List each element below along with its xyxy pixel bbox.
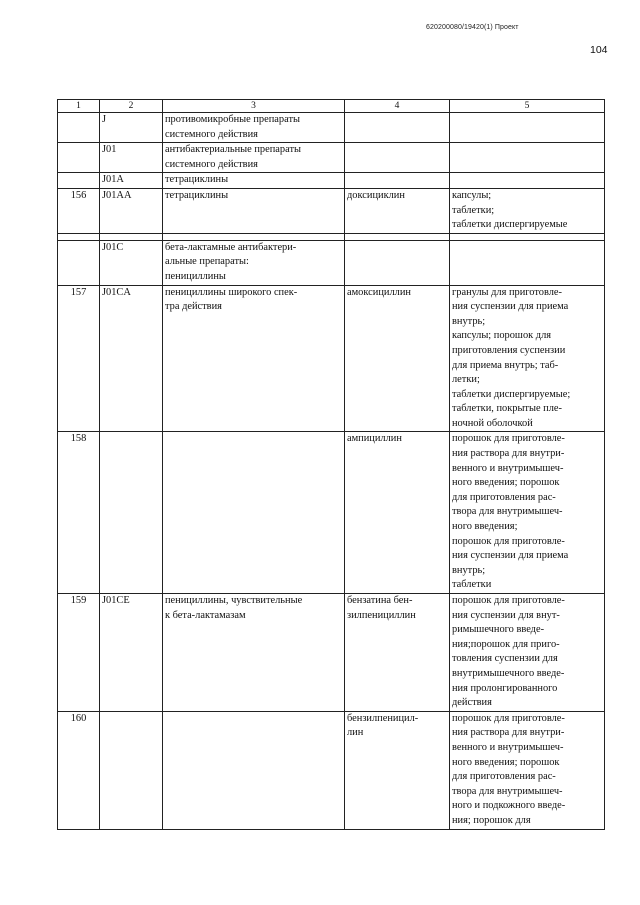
atc-code [100, 233, 163, 240]
pharmacological-group: антибактериальные препараты системного действия [163, 143, 345, 173]
pharmacological-group [163, 233, 345, 240]
row-number: 158 [58, 432, 100, 594]
row-number [58, 233, 100, 240]
pharmacological-group: тетрациклины [163, 188, 345, 233]
substance-name: доксициклин [345, 188, 450, 233]
pharmacological-group: противомикробные препараты системного действия [163, 113, 345, 143]
table-row [58, 285, 605, 432]
substance-name [345, 233, 450, 240]
atc-code [100, 432, 163, 594]
column-header: 2 [100, 100, 163, 113]
dosage-forms [450, 143, 605, 173]
table-row [58, 188, 605, 233]
dosage-forms: порошок для приготовле- ния раствора для внутри- венного и внутримышеч- ного введения; порошок для приготовления рас- твора для внутримышеч- ного введения; порошок для приготовле- ния суспензии для приема внутрь; таблетки [450, 432, 605, 594]
substance-name [345, 240, 450, 285]
table-row [58, 240, 605, 285]
pharmacological-group: тетрациклины [163, 173, 345, 189]
column-header: 3 [163, 100, 345, 113]
page-number: 104 [590, 44, 608, 56]
substance-name: амоксициллин [345, 285, 450, 432]
row-number [58, 240, 100, 285]
dosage-forms [450, 173, 605, 189]
atc-code: J01A [100, 173, 163, 189]
table-row [58, 432, 605, 594]
substance-name [345, 143, 450, 173]
table-row [58, 173, 605, 189]
table-row [58, 594, 605, 712]
atc-code: J01AA [100, 188, 163, 233]
dosage-forms: капсулы; таблетки; таблетки диспергируемые [450, 188, 605, 233]
row-number [58, 113, 100, 143]
drug-registry-table [57, 99, 605, 830]
table-row [58, 233, 605, 240]
pharmacological-group [163, 432, 345, 594]
atc-code: J [100, 113, 163, 143]
atc-code: J01 [100, 143, 163, 173]
dosage-forms [450, 240, 605, 285]
atc-code [100, 711, 163, 829]
document-id: 620200080/19420(1) Проект [426, 24, 519, 31]
row-number: 157 [58, 285, 100, 432]
row-number [58, 173, 100, 189]
table-row [58, 711, 605, 829]
substance-name [345, 113, 450, 143]
pharmacological-group [163, 711, 345, 829]
row-number: 159 [58, 594, 100, 712]
column-header: 1 [58, 100, 100, 113]
dosage-forms: порошок для приготовле- ния раствора для внутри- венного и внутримышеч- ного введения; порошок для приготовления рас- твора для внутримышеч- ного и подкожного введе- ния; порошок для [450, 711, 605, 829]
dosage-forms: порошок для приготовле- ния суспензии для внут- римышечного введе- ния;порошок для приго- товления суспензии для внутримышечного введе- ния пролонгированного действия [450, 594, 605, 712]
column-header-row [58, 100, 605, 113]
substance-name: ампициллин [345, 432, 450, 594]
dosage-forms [450, 233, 605, 240]
row-number: 156 [58, 188, 100, 233]
substance-name: бензилпеницил- лин [345, 711, 450, 829]
column-header: 4 [345, 100, 450, 113]
row-number [58, 143, 100, 173]
pharmacological-group: пенициллины, чувствительные к бета-лактамазам [163, 594, 345, 712]
table-row [58, 113, 605, 143]
column-header: 5 [450, 100, 605, 113]
atc-code: J01CA [100, 285, 163, 432]
dosage-forms [450, 113, 605, 143]
substance-name [345, 173, 450, 189]
pharmacological-group: пенициллины широкого спек- тра действия [163, 285, 345, 432]
dosage-forms: гранулы для приготовле- ния суспензии для приема внутрь; капсулы; порошок для приготовления суспензии для приема внутрь; таб- летки; таблетки диспергируемые; таблетки, покрытые пле- ночной оболочкой [450, 285, 605, 432]
atc-code: J01C [100, 240, 163, 285]
table-row [58, 143, 605, 173]
pharmacological-group: бета-лактамные антибактери- альные препараты: пенициллины [163, 240, 345, 285]
substance-name: бензатина бен- зилпенициллин [345, 594, 450, 712]
row-number: 160 [58, 711, 100, 829]
atc-code: J01CE [100, 594, 163, 712]
